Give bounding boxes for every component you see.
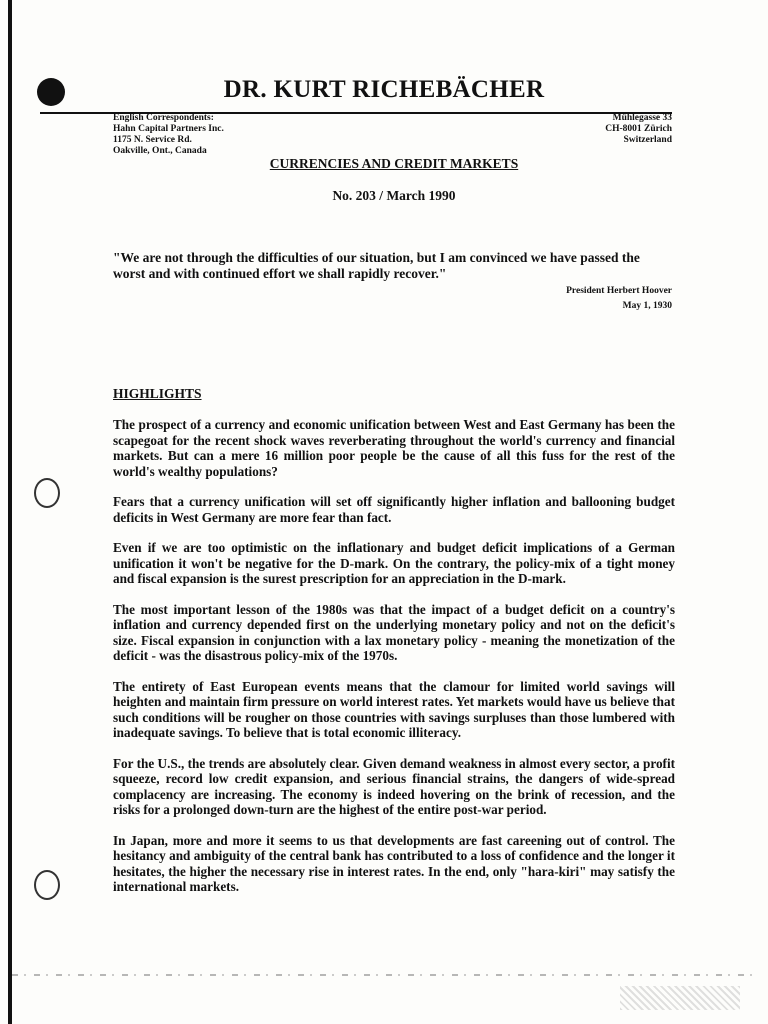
address-line: 1175 N. Service Rd. (113, 135, 192, 145)
scan-edge-bar (8, 0, 12, 1024)
paragraph: In Japan, more and more it seems to us that developments are fast careening out of control. The hesitancy and ambiguity of the central bank has contributed to a loss of confidence and the longer it hesitates, the higher the necessary rise in interest rates. In the end, only "hara-kiri" may satisfy the international markets. (113, 832, 675, 894)
office-address (605, 113, 672, 146)
punch-hole-icon (34, 870, 60, 900)
paragraph: Fears that a currency unification will set off significantly higher inflation and ballooning budget deficits in West Germany are more fear than fact. (113, 494, 675, 525)
series-title: CURRENCIES AND CREDIT MARKETS (269, 156, 519, 171)
highlights-body (113, 417, 675, 910)
correspondents-address (113, 113, 224, 157)
address-line: English Correspondents: (113, 113, 214, 123)
highlights-heading: HIGHLIGHTS (113, 386, 202, 401)
address-line: Oakville, Ont., Canada (113, 146, 207, 156)
address-line: Hahn Capital Partners Inc. (113, 124, 224, 134)
paragraph: The most important lesson of the 1980s was that the impact of a budget deficit on a country's inflation and currency depended first on the underlying monetary policy and not on the deficit's size. Fiscal expansion in conjunction with a lax monetary policy - meaning the monetization of the deficit - was the disastrous policy-mix of the 1970s. (113, 601, 675, 663)
epigraph-quote: "We are not through the difficulties of our situation, but I am convinced we have passed the worst and with continued effort we shall rapidly recover." (113, 250, 640, 281)
paragraph: For the U.S., the trends are absolutely clear. Given demand weakness in almost every sector, a profit squeeze, record low credit expansion, and serious financial strains, the dangers of wide-spread complacency are increasing. The economy is indeed hovering on the brink of recession, and the risks for a prolonged down-turn are the highest of the entire post-war period. (113, 755, 675, 817)
quote-author: President Herbert Hoover (566, 286, 672, 296)
masthead-title: DR. KURT RICHEBÄCHER (223, 76, 545, 103)
paragraph: Even if we are too optimistic on the inflationary and budget deficit implications of a German unification it won't be negative for the D-mark. On the contrary, the policy-mix of a tight money and fiscal expansion is the surest prescription for an appreciation in the D-mark. (113, 540, 675, 586)
paragraph: The entirety of East European events means that the clamour for limited world savings will heighten and maintain firm pressure on world interest rates. Yet markets would have us believe that such conditions will be rougher on those countries with savings surpluses than those lumbered with inadequate savings. To believe that is total economic illiteracy. (113, 678, 675, 740)
address-line: CH-8001 Zürich (605, 124, 672, 134)
issue-number: No. 203 / March 1990 (332, 188, 456, 203)
quote-attribution (566, 284, 672, 314)
quote-date: May 1, 1930 (622, 301, 672, 311)
address-line: Switzerland (623, 135, 672, 145)
address-line: Mühlegasse 33 (612, 113, 672, 123)
scan-noise-line (12, 974, 752, 976)
scan-noise-patch (620, 986, 740, 1010)
punch-hole-icon (34, 478, 60, 508)
paragraph: The prospect of a currency and economic unification between West and East Germany has been the scapegoat for the recent shock waves reverberating throughout the world's currency and financial markets. But can a mere 16 million poor people be the cause of all this fuss for the rest of the world's wealthy populations? (113, 417, 675, 479)
